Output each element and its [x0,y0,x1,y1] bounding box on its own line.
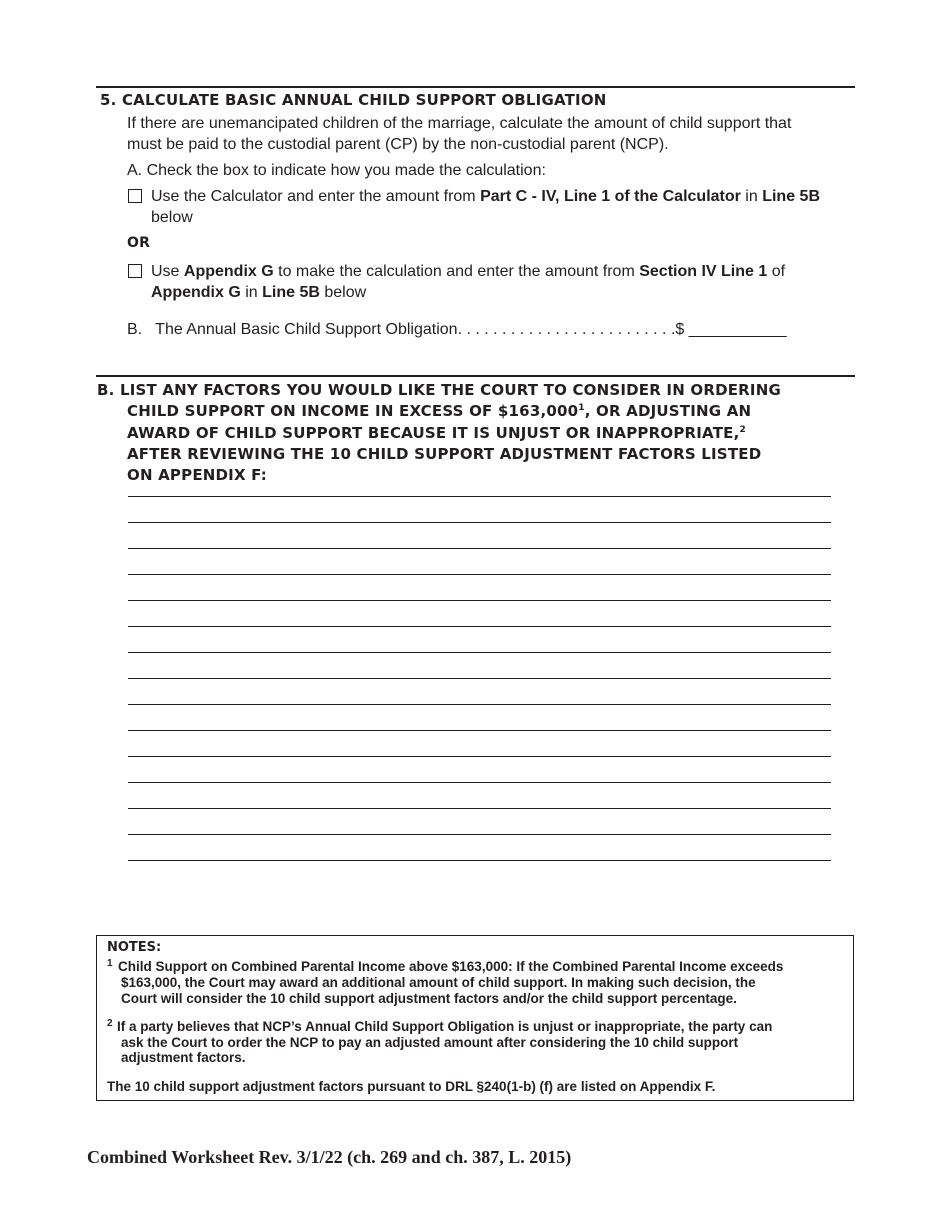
option-calculator-text [151,186,820,207]
sectionB-heading-line3 [127,424,746,442]
notes-title: NOTES: [107,940,162,955]
note2-line3: adjustment factors. [121,1050,246,1065]
footnote-ref-2: 2 [739,425,746,435]
sectionB-heading-line5: ON APPENDIX F: [127,466,267,484]
sectionB-line2-text-b: , OR ADJUSTING AN [584,402,752,420]
option-appendix-text [151,261,785,282]
factor-blank-line[interactable] [128,496,831,497]
item-a-instruction: A. Check the box to indicate how you made the calculation: [127,162,546,179]
note1-marker: 1 [107,958,113,969]
factor-blank-line[interactable] [128,730,831,731]
footnote-ref-1: 1 [578,403,585,413]
option-appendix-line2 [151,282,366,303]
note1-line1: Child Support on Combined Parental Income above $163,000: If the Combined Parental Income exceeds [118,959,784,974]
notes-final-line: The 10 child support adjustment factors pursuant to DRL §240(1-b) (f) are listed on Appendix F. [107,1079,716,1094]
note2-marker: 2 [107,1018,113,1029]
option1-text-2: in [740,188,763,205]
section5-top-rule [96,86,855,88]
factor-blank-line[interactable] [128,548,831,549]
option1-text-1: Use the Calculator and enter the amount from [151,188,481,205]
or-label: OR [127,235,151,251]
section5-heading: 5. CALCULATE BASIC ANNUAL CHILD SUPPORT OBLIGATION [100,91,607,109]
factor-blank-line[interactable] [128,626,831,627]
footer-revision: Combined Worksheet Rev. 3/1/22 (ch. 269 and ch. 387, L. 2015) [87,1147,572,1167]
factor-blank-line[interactable] [128,808,831,809]
option2-text-5: below [319,284,367,301]
option-calculator-line2: below [151,209,193,226]
option1-bold-1: Part C - IV, Line 1 of the Calculator [480,188,741,205]
sectionB-heading-line4: AFTER REVIEWING THE 10 CHILD SUPPORT ADJUSTMENT FACTORS LISTED [127,445,762,463]
appendix-g-checkbox[interactable] [128,264,142,278]
notes-box [96,935,854,1101]
sectionB-line2-text: CHILD SUPPORT ON INCOME IN EXCESS OF $163,000 [127,402,579,420]
sectionB-line3-text: AWARD OF CHILD SUPPORT BECAUSE IT IS UNJUST OR INAPPROPRIATE, [127,424,740,442]
option2-bold-4: Line 5B [262,284,320,301]
option2-text-3: of [767,263,786,280]
sectionB-heading-line1: B. LIST ANY FACTORS YOU WOULD LIKE THE COURT TO CONSIDER IN ORDERING [97,381,781,399]
factor-blank-line[interactable] [128,704,831,705]
factor-blank-line[interactable] [128,834,831,835]
option1-bold-2: Line 5B [762,188,820,205]
annual-obligation-field[interactable]: B. The Annual Basic Child Support Obligation. . . . . . . . . . . . . . . . . . . . . . . . .$ ___________ [127,321,787,338]
factor-blank-line[interactable] [128,860,831,861]
factor-blank-line[interactable] [128,574,831,575]
option2-text-4: in [240,284,263,301]
factor-blank-line[interactable] [128,782,831,783]
calculator-checkbox[interactable] [128,189,142,203]
option2-text-2: to make the calculation and enter the amount from [273,263,640,280]
option2-bold-1: Appendix G [183,263,274,280]
option2-bold-3: Appendix G [151,284,241,301]
factor-blank-line[interactable] [128,756,831,757]
factor-blank-line[interactable] [128,600,831,601]
factor-blank-line[interactable] [128,522,831,523]
note2-line1: If a party believes that NCP’s Annual Child Support Obligation is unjust or inappropriate, the party can [117,1019,773,1034]
sectionB-top-rule [96,375,855,377]
sectionB-heading-line2 [127,402,751,420]
note2-line2: ask the Court to order the NCP to pay an adjusted amount after considering the 10 child support [121,1035,739,1050]
note1-line3: Court will consider the 10 child support adjustment factors and/or the child support percentage. [121,991,737,1006]
section5-intro-line1: If there are unemancipated children of the marriage, calculate the amount of child support that [127,115,792,132]
factor-blank-line[interactable] [128,678,831,679]
option2-text-1: Use [151,263,184,280]
note1-line2: $163,000, the Court may award an additional amount of child support. In making such decision, the [121,975,756,990]
option2-bold-2: Section IV Line 1 [639,263,768,280]
section5-intro-line2: must be paid to the custodial parent (CP) by the non-custodial parent (NCP). [127,136,669,153]
factor-blank-line[interactable] [128,652,831,653]
